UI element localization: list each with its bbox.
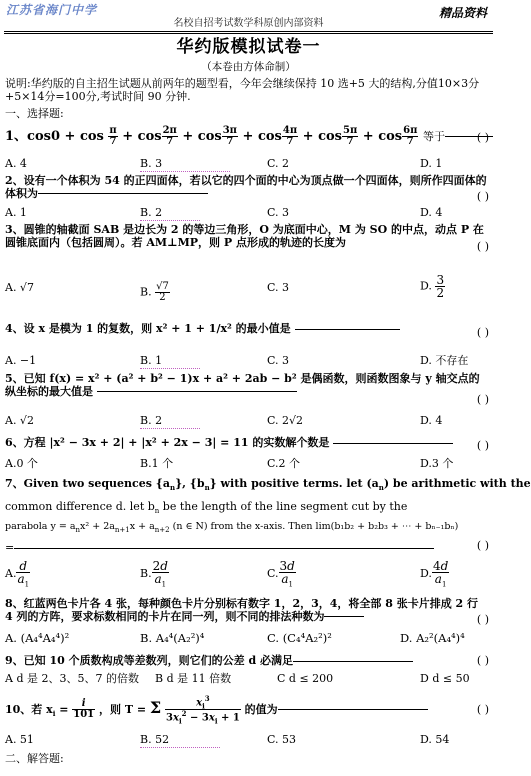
answer-blank bbox=[278, 709, 428, 710]
option-a: A. √7 bbox=[5, 281, 34, 294]
q3-answer-paren: ( ) bbox=[476, 240, 489, 253]
option-b: B. 2 bbox=[140, 415, 200, 429]
q1-frac-4: $\frac{4\pi}{7}$ bbox=[282, 125, 298, 147]
option-a-label: A. bbox=[5, 567, 17, 581]
question-7-line-1: 7、Given two sequences $\{a_n\}$, $\{b_n\}$ with positive terms. let $(a_n)$ be arithmetic with the bbox=[5, 477, 531, 493]
option-a: A. (A₄⁴A₄⁴)² bbox=[5, 631, 70, 645]
q8-text: 8、红蓝两色卡片各 4 张，每种颜色卡片分别标有数字 1，2，3，4，将全部 8 张卡片排成 2 行 4 列的方阵，要求标数相同的卡片在同一列，则不同的排法种数为 bbox=[5, 597, 479, 623]
school-logo: 江苏省海门中学 bbox=[6, 3, 98, 17]
option-c: C. (C₄⁴A₂²)² bbox=[267, 631, 332, 645]
question-7-line-3: parabola $y = a_nx^2 + 2a_{n+1}x + a_{n+2}$ (n ∈ N) from the x-axis. Then lim(b₁b₂ + b₂b₃ + ⋯ + bₙ₋₁bₙ) bbox=[5, 521, 459, 534]
question-3: 3、圆锥的轴截面 SAB 是边长为 2 的等边三角形，O 为底面中心，M 为 SO 的中点，动点 P 在圆锥底面内（包括圆周）。若 AM⊥MP，则 P 点形成的轨迹的长度为 bbox=[5, 223, 484, 249]
option-d: D. 54 bbox=[420, 733, 450, 746]
option-d-frac: $\frac{3}{2}$ bbox=[436, 273, 445, 300]
header-rule bbox=[4, 31, 493, 32]
option-a: A. 4 bbox=[5, 157, 27, 170]
q7-line1c: } with positive terms. let (a bbox=[209, 477, 379, 490]
question-7-blank: = bbox=[5, 542, 489, 555]
question-9 bbox=[5, 655, 489, 668]
q10-mid: ，则 T = bbox=[98, 702, 147, 716]
q4-answer-paren: ( ) bbox=[476, 326, 489, 339]
option-a: A d 是 2、3、5、7 的倍数 bbox=[5, 672, 139, 685]
q10-answer-paren: ( ) bbox=[476, 703, 489, 716]
option-b bbox=[140, 560, 169, 588]
option-b-label: B. bbox=[140, 567, 152, 581]
question-5 bbox=[5, 373, 489, 398]
option-d: D. 4 bbox=[420, 206, 443, 219]
q9-answer-paren: ( ) bbox=[476, 654, 489, 667]
option-a: A. √2 bbox=[5, 414, 34, 427]
q7-line1: 7、Given two sequences {a bbox=[5, 477, 170, 490]
q10-sigma: Σ bbox=[149, 697, 162, 717]
q5-text: 5、已知 f(x) = x² + (a² + b² − 1)x + a² + 2ab − b² 是偶函数，则函数图象与 y 轴交点的纵坐标的最大值是 bbox=[5, 372, 480, 398]
q10-tail: 的值为 bbox=[244, 702, 278, 716]
option-a-frac: $\frac{d}{a_1}$ bbox=[17, 559, 30, 589]
question-6 bbox=[5, 437, 489, 450]
option-d: D. 4 bbox=[420, 414, 443, 427]
question-8 bbox=[5, 598, 489, 623]
q10-prefix: 10、若 x bbox=[5, 702, 53, 716]
option-d bbox=[420, 560, 449, 588]
option-c: C. 53 bbox=[267, 733, 297, 746]
page-title: 华约版模拟试卷一 bbox=[176, 37, 321, 57]
q7-line3: parabola y = a bbox=[5, 521, 76, 532]
page-subtitle: （本卷由方体命制） bbox=[201, 61, 296, 73]
option-c-label: C. bbox=[267, 567, 279, 581]
option-b: B. 52 bbox=[140, 734, 220, 748]
option-b: B d 是 11 倍数 bbox=[155, 672, 232, 685]
q2-answer-paren: ( ) bbox=[476, 190, 489, 203]
q9-text: 9、已知 10 个质数构成等差数列，则它们的公差 d 必满足 bbox=[5, 654, 293, 667]
q7-answer-paren: ( ) bbox=[476, 539, 489, 552]
option-d: D. A₂²(A₄⁴)⁴ bbox=[400, 631, 465, 645]
header-caption: 名校自招考试数学科原创内部资料 bbox=[173, 18, 324, 29]
q1-frac-6: $\frac{6\pi}{7}$ bbox=[403, 125, 418, 147]
option-a: A. 51 bbox=[5, 733, 34, 746]
q4-text: 4、设 x 是模为 1 的复数，则 x² + 1 + 1/x² 的最小值是 bbox=[5, 322, 291, 335]
q7-line1d: ) be arithmetic with the bbox=[383, 477, 531, 490]
q8-answer-paren: ( ) bbox=[476, 613, 489, 626]
option-b: B.1 个 bbox=[140, 457, 174, 470]
q6-text: 6、方程 |x² − 3x + 2| + |x² + 2x − 3| = 11 的实数解个数是 bbox=[5, 436, 330, 449]
q7-line1b: }, {b bbox=[175, 477, 205, 490]
option-c bbox=[267, 560, 296, 588]
q7-line3b: x² + 2a bbox=[80, 521, 115, 532]
q5-answer-paren: ( ) bbox=[476, 393, 489, 406]
q2-text: 2、设有一个体积为 54 的正四面体，若以它的四个面的中心为顶点做一个四面体，则所作四面体的体积为 bbox=[5, 174, 487, 200]
option-b: B. A₄⁴(A₂²)⁴ bbox=[140, 631, 205, 645]
option-d-frac: $\frac{4d}{a_1}$ bbox=[432, 559, 449, 589]
header-signature: 精品资料 bbox=[438, 6, 487, 20]
q1-frac-1: $\frac{\pi}{7}$ bbox=[109, 125, 117, 147]
q1-tail: 等于 bbox=[422, 130, 445, 143]
option-b: B. 2 bbox=[140, 207, 200, 221]
option-c: C. 2 bbox=[267, 157, 290, 170]
answer-blank bbox=[97, 391, 297, 392]
header-rule-2 bbox=[4, 33, 493, 34]
q1-prefix: 1、cos0 + cos bbox=[5, 129, 104, 144]
question-10: 10、若 $x_i$ = $\frac{i}{101}$ ，则 T = Σ $\frac{x_i^3}{3x_i^2 - 3x_i + 1}$ 的值为 bbox=[5, 695, 489, 725]
option-b: B. 3 bbox=[140, 158, 230, 172]
answer-blank bbox=[295, 329, 400, 330]
q7-line3d: (n ∈ N) from the x-axis. Then bbox=[169, 521, 313, 532]
section-heading-2: 二、解答题: bbox=[5, 752, 64, 765]
option-d-label: D. bbox=[420, 567, 432, 581]
question-7-line-2: common difference d. let $b_n$ be the length of the line segment cut by the bbox=[5, 500, 408, 516]
q1-frac-3: $\frac{3\pi}{7}$ bbox=[222, 125, 237, 147]
option-c-frac: $\frac{3d}{a_1}$ bbox=[279, 559, 295, 589]
answer-blank bbox=[293, 661, 413, 662]
q7-line3c: x + a bbox=[129, 521, 155, 532]
option-c: C.2 个 bbox=[267, 457, 301, 470]
question-2 bbox=[5, 175, 489, 200]
option-d-label: D. bbox=[420, 279, 432, 293]
option-c: C. 3 bbox=[267, 354, 290, 367]
q7-line2: common difference d. let b bbox=[5, 500, 155, 513]
q1-answer-paren: ( ) bbox=[476, 131, 489, 144]
option-d: D d ≤ 50 bbox=[420, 672, 470, 685]
option-d: D. 不存在 bbox=[420, 354, 469, 367]
option-a: A.0 个 bbox=[5, 457, 38, 470]
q7-limit: lim(b₁b₂ + b₂b₃ + ⋯ + bₙ₋₁bₙ) bbox=[315, 521, 459, 532]
option-c: C. 3 bbox=[267, 281, 290, 294]
option-d: D. 1 bbox=[420, 157, 443, 170]
question-1: 1、cos0 + cos $\frac{\pi}{7}$ + cos $\frac{2\pi}{7}$ + cos $\frac{3\pi}{7}$ + cos $\frac{4\pi}{7}$ + cos $\frac{5\pi}{7}$ + cos $\frac{6\pi}{7}$ 等于 bbox=[5, 126, 489, 147]
option-c: C. 3 bbox=[267, 206, 290, 219]
option-a: A. −1 bbox=[5, 354, 37, 367]
section-heading-1: 一、选择题: bbox=[5, 107, 64, 120]
option-d: D.3 个 bbox=[420, 457, 454, 470]
answer-blank bbox=[333, 443, 453, 444]
option-c: C. 2√2 bbox=[267, 414, 304, 427]
option-d bbox=[420, 274, 445, 299]
option-a bbox=[5, 560, 30, 588]
question-4 bbox=[5, 323, 489, 336]
q10-frac-t: $\frac{x_i^3}{3x_i^2 - 3x_i + 1}$ bbox=[166, 694, 240, 726]
option-b bbox=[140, 282, 170, 303]
q10-frac-x: $\frac{i}{101}$ bbox=[73, 698, 95, 721]
q7-line2b: be the length of the line segment cut by the bbox=[159, 500, 408, 513]
option-c: C d ≤ 200 bbox=[277, 672, 334, 685]
intro-text: 说明:华约版的自主招生试题从前两年的题型看，今年会继续保持 10 选+5 大的结构,分值10×3分+5×14分=100分,考试时间 90 分钟. bbox=[5, 77, 480, 103]
option-b-frac: $\frac{√7}{2}$ bbox=[156, 281, 169, 303]
option-b-frac: $\frac{2d}{a_1}$ bbox=[152, 559, 168, 589]
answer-blank bbox=[38, 193, 208, 194]
q1-frac-5: $\frac{5\pi}{7}$ bbox=[343, 125, 358, 147]
q6-answer-paren: ( ) bbox=[476, 439, 489, 452]
answer-blank bbox=[14, 548, 434, 549]
option-b-label: B. bbox=[140, 285, 152, 299]
q1-frac-2: $\frac{2\pi}{7}$ bbox=[162, 125, 177, 147]
option-b: B. 1 bbox=[140, 355, 200, 369]
answer-blank bbox=[324, 616, 364, 617]
option-a: A. 1 bbox=[5, 206, 27, 219]
page-header bbox=[0, 0, 497, 30]
